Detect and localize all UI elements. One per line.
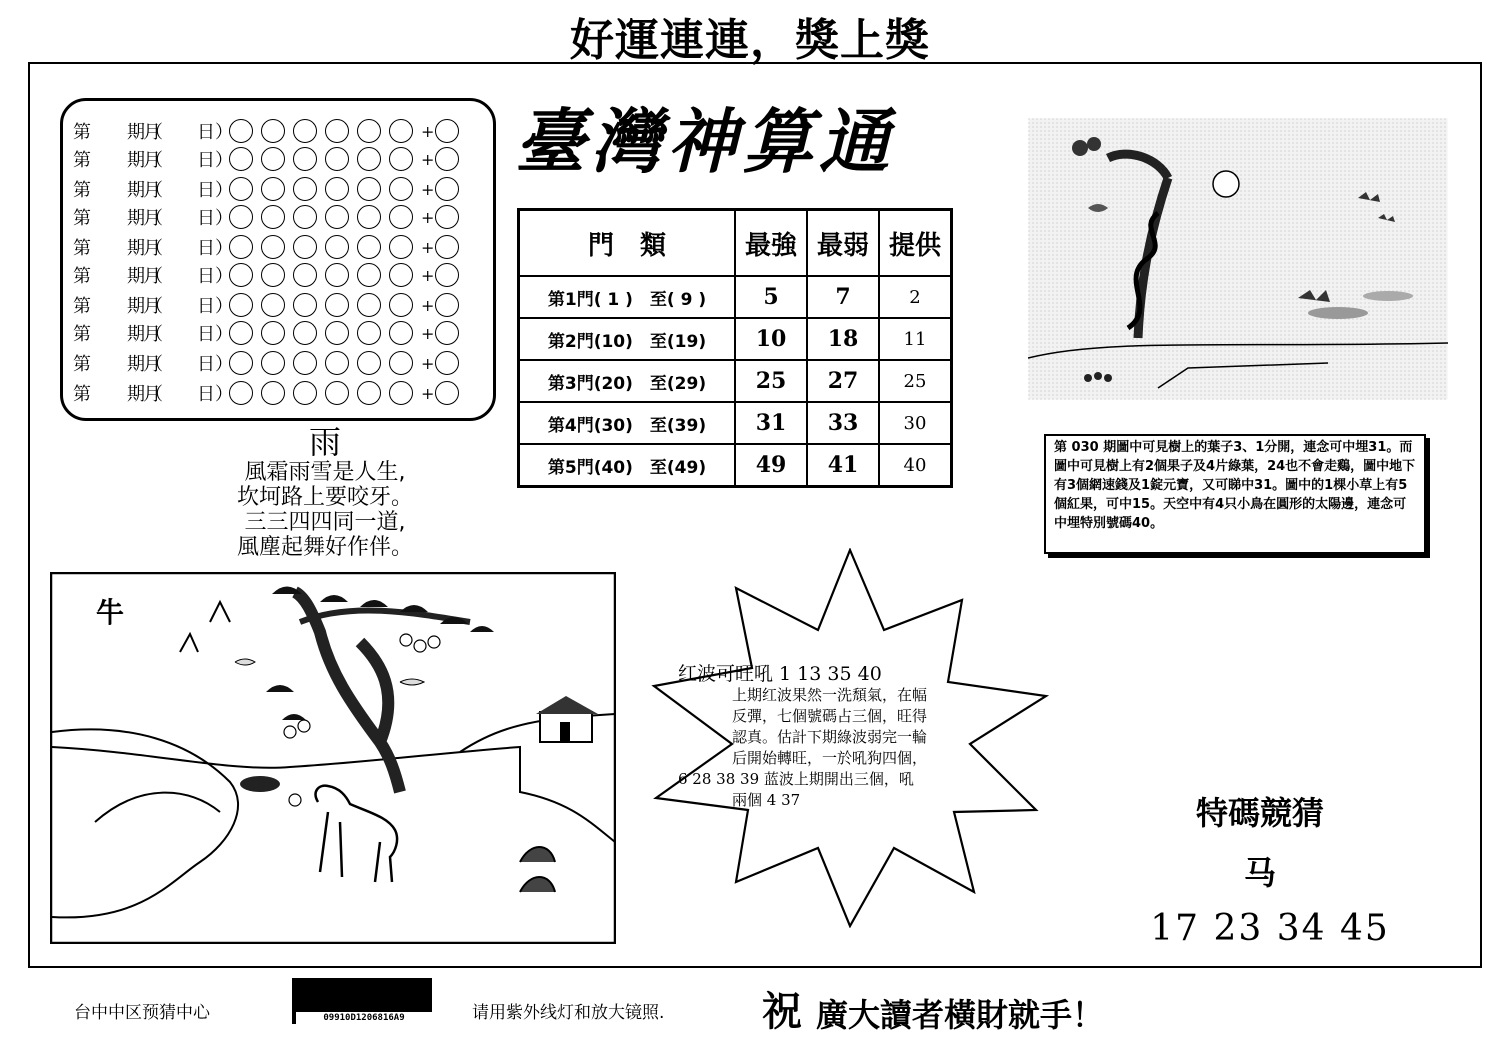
provide-cell: 11 bbox=[879, 318, 952, 360]
special-title: 特碼競猜 bbox=[1195, 794, 1324, 832]
number-circle bbox=[293, 119, 317, 143]
provide-cell: 30 bbox=[879, 402, 952, 444]
record-row bbox=[73, 349, 467, 377]
top-slogan: 好運連連，獎上獎 bbox=[570, 15, 930, 66]
number-circle bbox=[229, 293, 253, 317]
special-number-circle bbox=[435, 205, 459, 229]
record-row bbox=[73, 379, 467, 407]
barcode-text: 09910D1206816A9 bbox=[296, 1012, 432, 1024]
header-provide: 提供 bbox=[879, 210, 952, 277]
special-number-circle bbox=[435, 321, 459, 345]
star-line: 上期红波果然一洗頹氣，在幅 bbox=[732, 686, 928, 704]
special-numbers: 17 23 34 45 bbox=[1150, 908, 1390, 949]
number-circle bbox=[229, 119, 253, 143]
table-row bbox=[519, 360, 952, 402]
number-circle bbox=[229, 381, 253, 405]
number-circle bbox=[325, 235, 349, 259]
gate-cell: 第4門(30) 至(39) bbox=[519, 402, 736, 444]
number-circle bbox=[261, 147, 285, 171]
poem-line: 坎坷路上要咬牙。 bbox=[236, 485, 413, 510]
special-number-circle bbox=[435, 235, 459, 259]
number-circle bbox=[229, 263, 253, 287]
number-circle bbox=[389, 235, 413, 259]
record-date-label: 月 日） bbox=[143, 266, 233, 287]
plus-sign: + bbox=[421, 121, 435, 141]
number-circle bbox=[325, 321, 349, 345]
number-circle bbox=[357, 205, 381, 229]
number-circle bbox=[261, 351, 285, 375]
number-circle bbox=[325, 293, 349, 317]
record-period-label: 第 期（ bbox=[73, 238, 163, 259]
riddle-box: 第 030 期圖中可見樹上的葉子3、1分開，連念可中埋31。而圖中可見樹上有2個果子及4片綠葉，24也不會走鷄，圖中地下有3個網速錢及1錠元寶，又可睇中31。圖中的1棵小草上有5個紅果，可中15。天空中有4只小鳥在圓形的太陽邊，連念可中埋特別號碼40。 bbox=[1044, 434, 1426, 554]
record-row bbox=[73, 291, 467, 319]
table-row bbox=[519, 276, 952, 318]
record-period-label: 第 期（ bbox=[73, 150, 163, 171]
star-head: 红波可旺吼 1 13 35 40 bbox=[678, 663, 882, 685]
plus-sign: + bbox=[421, 295, 435, 315]
plus-sign: + bbox=[421, 149, 435, 169]
number-circle bbox=[293, 235, 317, 259]
weakest-cell: 18 bbox=[807, 318, 879, 360]
weakest-cell: 7 bbox=[807, 276, 879, 318]
table-row bbox=[519, 402, 952, 444]
number-circle bbox=[389, 351, 413, 375]
footer-bless: 廣大讀者橫財就手！ bbox=[816, 996, 1105, 1034]
number-circle bbox=[357, 351, 381, 375]
special-number-circle bbox=[435, 119, 459, 143]
number-circle bbox=[325, 381, 349, 405]
special-number-circle bbox=[435, 293, 459, 317]
special-number-circle bbox=[435, 381, 459, 405]
record-period-label: 第 期（ bbox=[73, 354, 163, 375]
record-row bbox=[73, 319, 467, 347]
number-circle bbox=[261, 321, 285, 345]
plus-sign: + bbox=[421, 179, 435, 199]
record-period-label: 第 期（ bbox=[73, 324, 163, 345]
weakest-cell: 41 bbox=[807, 444, 879, 487]
gate-cell: 第3門(20) 至(29) bbox=[519, 360, 736, 402]
number-circle bbox=[229, 147, 253, 171]
poem-line: 風霜雨雪是人生, bbox=[244, 460, 406, 485]
number-circle bbox=[261, 235, 285, 259]
special-number-circle bbox=[435, 351, 459, 375]
star-line: 后開始轉旺，一於吼狗四個， bbox=[732, 749, 928, 767]
record-row bbox=[73, 175, 467, 203]
special-animal: 马 bbox=[1243, 854, 1276, 892]
star-line: 兩個 4 37 bbox=[732, 791, 801, 809]
record-period-label: 第 期（ bbox=[73, 208, 163, 229]
number-circle bbox=[325, 119, 349, 143]
star-text bbox=[678, 664, 968, 811]
number-circle bbox=[229, 235, 253, 259]
record-date-label: 月 日） bbox=[143, 208, 233, 229]
number-circle bbox=[357, 263, 381, 287]
header-gate: 門 類 bbox=[519, 210, 736, 277]
number-circle bbox=[229, 177, 253, 201]
header-strongest: 最強 bbox=[735, 210, 807, 277]
gate-table bbox=[517, 208, 953, 488]
draw-record-box bbox=[60, 98, 496, 421]
special-number-circle bbox=[435, 263, 459, 287]
plus-sign: + bbox=[421, 323, 435, 343]
main-title: 臺灣神算通 bbox=[515, 100, 895, 183]
poem-line: 風塵起舞好作伴。 bbox=[236, 535, 413, 560]
number-circle bbox=[325, 147, 349, 171]
number-circle bbox=[229, 351, 253, 375]
strongest-cell: 49 bbox=[735, 444, 807, 487]
record-period-label: 第 期（ bbox=[73, 180, 163, 201]
gate-cell: 第1門( 1 ) 至( 9 ) bbox=[519, 276, 736, 318]
poem-title: 雨 bbox=[308, 423, 341, 461]
strongest-cell: 5 bbox=[735, 276, 807, 318]
weakest-cell: 33 bbox=[807, 402, 879, 444]
record-period-label: 第 期（ bbox=[73, 266, 163, 287]
star-line: 6 28 38 39 蓝波上期開出三個，吼 bbox=[678, 770, 914, 788]
star-line: 認真。估計下期綠波弱完一輪 bbox=[732, 728, 928, 746]
gate-cell: 第2門(10) 至(19) bbox=[519, 318, 736, 360]
footer-center-name: 台中中区预猜中心 bbox=[74, 1003, 210, 1023]
strongest-cell: 25 bbox=[735, 360, 807, 402]
number-circle bbox=[293, 177, 317, 201]
table-header-row bbox=[519, 210, 952, 277]
number-circle bbox=[357, 177, 381, 201]
record-date-label: 月 日） bbox=[143, 354, 233, 375]
plus-sign: + bbox=[421, 207, 435, 227]
tree-illustration bbox=[1028, 118, 1448, 400]
record-period-label: 第 期（ bbox=[73, 384, 163, 405]
number-circle bbox=[261, 205, 285, 229]
provide-cell: 40 bbox=[879, 444, 952, 487]
plus-sign: + bbox=[421, 237, 435, 257]
record-date-label: 月 日） bbox=[143, 180, 233, 201]
number-circle bbox=[293, 293, 317, 317]
strongest-cell: 10 bbox=[735, 318, 807, 360]
number-circle bbox=[357, 235, 381, 259]
plus-sign: + bbox=[421, 265, 435, 285]
number-circle bbox=[389, 119, 413, 143]
number-circle bbox=[261, 119, 285, 143]
record-row bbox=[73, 203, 467, 231]
star-line: 反彈，七個號碼占三個，旺得 bbox=[732, 707, 928, 725]
number-circle bbox=[261, 293, 285, 317]
plus-sign: + bbox=[421, 383, 435, 403]
record-row bbox=[73, 145, 467, 173]
number-circle bbox=[389, 205, 413, 229]
number-circle bbox=[293, 381, 317, 405]
provide-cell: 2 bbox=[879, 276, 952, 318]
number-circle bbox=[325, 205, 349, 229]
record-row bbox=[73, 261, 467, 289]
table-row bbox=[519, 318, 952, 360]
number-circle bbox=[293, 263, 317, 287]
record-date-label: 月 日） bbox=[143, 296, 233, 317]
record-period-label: 第 期（ bbox=[73, 122, 163, 143]
picture-label: 牛 bbox=[96, 596, 125, 629]
number-circle bbox=[389, 293, 413, 317]
number-circle bbox=[389, 263, 413, 287]
number-circle bbox=[229, 205, 253, 229]
number-circle bbox=[293, 351, 317, 375]
header-weakest: 最弱 bbox=[807, 210, 879, 277]
record-date-label: 月 日） bbox=[143, 150, 233, 171]
record-row bbox=[73, 117, 467, 145]
number-circle bbox=[261, 263, 285, 287]
strongest-cell: 31 bbox=[735, 402, 807, 444]
poem bbox=[200, 424, 450, 560]
gate-cell: 第5門(40) 至(49) bbox=[519, 444, 736, 487]
record-date-label: 月 日） bbox=[143, 238, 233, 259]
number-circle bbox=[389, 147, 413, 171]
number-circle bbox=[357, 147, 381, 171]
weakest-cell: 27 bbox=[807, 360, 879, 402]
plus-sign: + bbox=[421, 353, 435, 373]
number-circle bbox=[357, 381, 381, 405]
number-circle bbox=[389, 381, 413, 405]
special-number-circle bbox=[435, 147, 459, 171]
number-circle bbox=[357, 119, 381, 143]
dog-landscape-illustration bbox=[50, 572, 616, 944]
special-number-circle bbox=[435, 177, 459, 201]
record-row bbox=[73, 233, 467, 261]
number-circle bbox=[325, 263, 349, 287]
number-circle bbox=[293, 205, 317, 229]
footer-bless-big: 祝 bbox=[762, 989, 802, 1035]
number-circle bbox=[357, 321, 381, 345]
number-circle bbox=[325, 351, 349, 375]
number-circle bbox=[261, 381, 285, 405]
record-period-label: 第 期（ bbox=[73, 296, 163, 317]
number-circle bbox=[293, 147, 317, 171]
record-date-label: 月 日） bbox=[143, 122, 233, 143]
number-circle bbox=[389, 321, 413, 345]
number-circle bbox=[293, 321, 317, 345]
number-circle bbox=[229, 321, 253, 345]
number-circle bbox=[357, 293, 381, 317]
number-circle bbox=[389, 177, 413, 201]
number-circle bbox=[261, 177, 285, 201]
record-date-label: 月 日） bbox=[143, 384, 233, 405]
number-circle bbox=[325, 177, 349, 201]
table-row bbox=[519, 444, 952, 487]
footer-hint: 请用紫外线灯和放大镜照. bbox=[472, 1003, 665, 1023]
provide-cell: 25 bbox=[879, 360, 952, 402]
record-date-label: 月 日） bbox=[143, 324, 233, 345]
poem-line: 三三四四同一道, bbox=[244, 510, 406, 535]
